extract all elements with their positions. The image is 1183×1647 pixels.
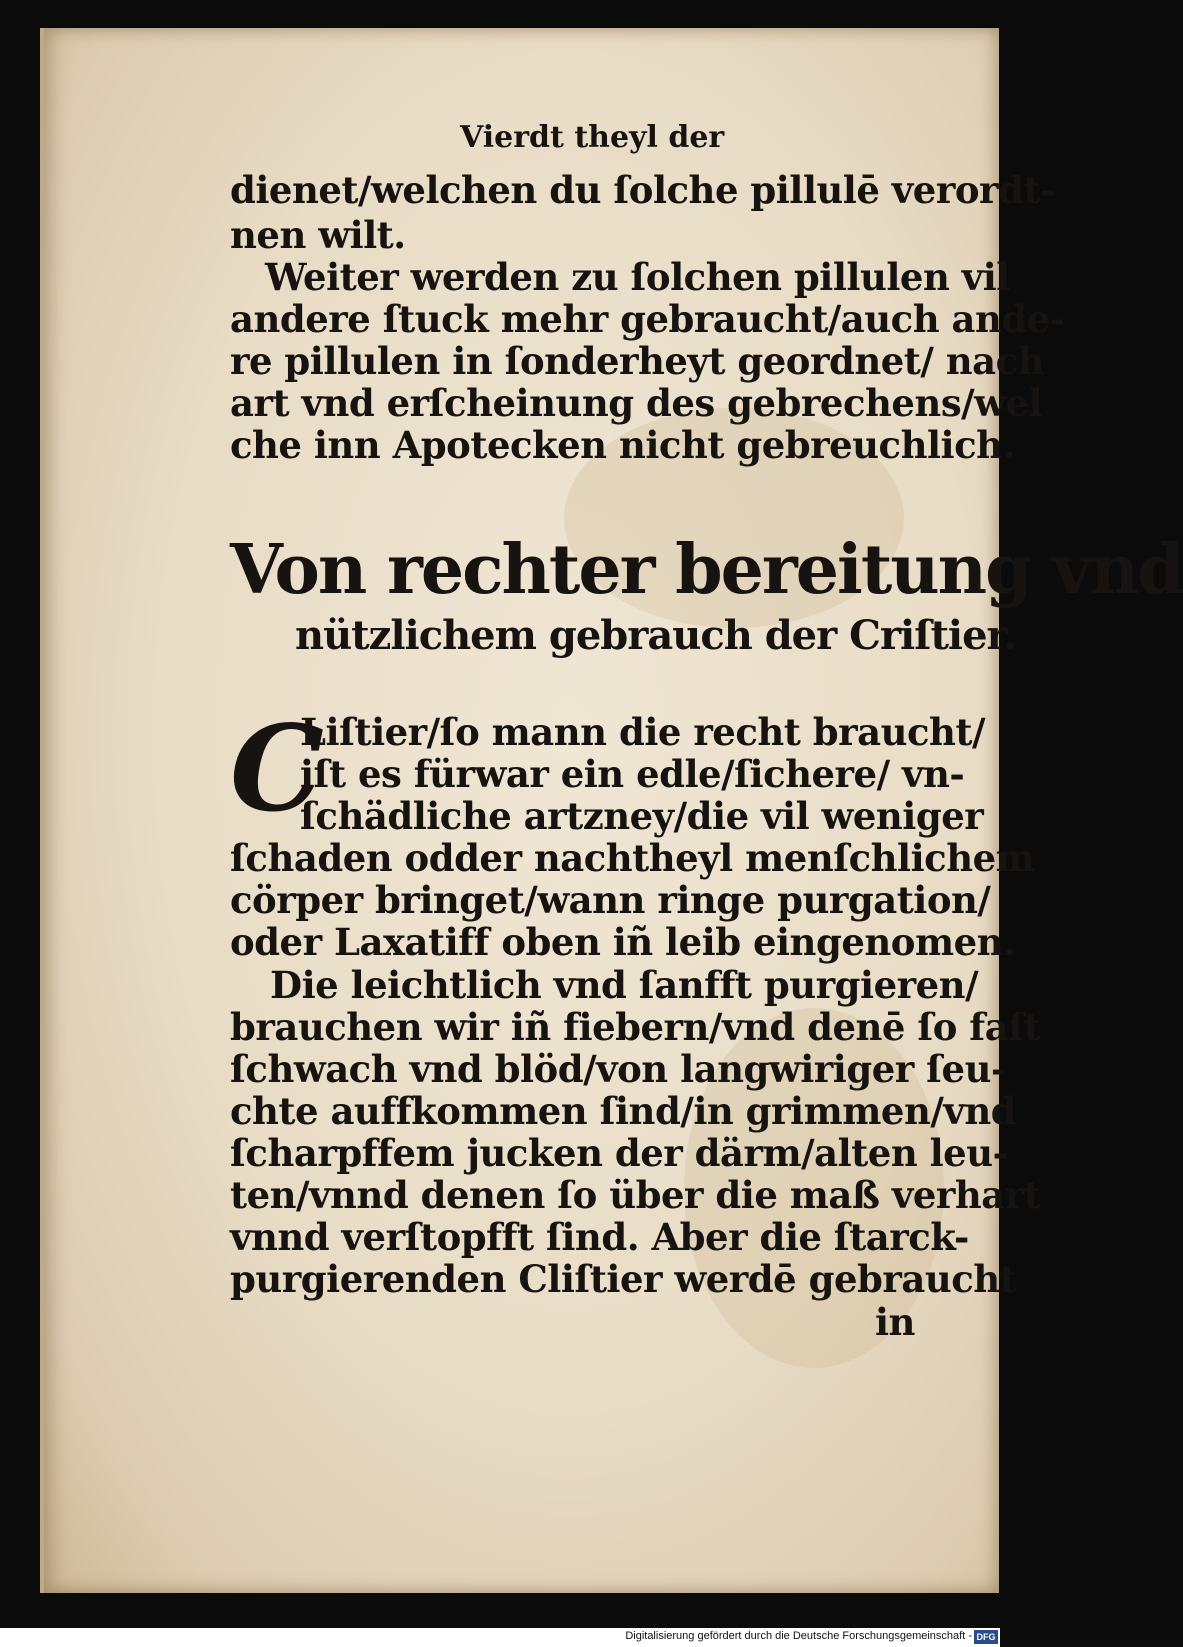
text-line: dienet/welchen du ſolche pillulē verordt- — [230, 168, 1055, 212]
text-line: purgierenden Cliſtier werdē gebraucht — [230, 1257, 1017, 1301]
text-line: oder Laxatiff oben iñ leib eingenomen. — [230, 920, 1016, 964]
text-line: iſt es fürwar ein edle/ſichere/ vn- — [300, 752, 965, 796]
text-line: ſcharpffem jucken der därm/alten leu- — [230, 1131, 1008, 1175]
text-line: ſchwach vnd blöd/von langwiriger ſeu- — [230, 1047, 1006, 1091]
text-line: che inn Apotecken nicht gebreuchlich. — [230, 423, 1015, 467]
text-line: vnnd verſtopfft ſind. Aber die ſtarck- — [230, 1215, 969, 1259]
running-head: Vierdt theyl der — [460, 120, 725, 155]
text-line: art vnd erſcheinung des gebrechens/wel — [230, 381, 1043, 425]
text-line: ſchaden odder nachtheyl menſchlichem — [230, 836, 1035, 880]
text-line: Weiter werden zu ſolchen pillulen vil — [265, 255, 1010, 299]
text-line: re pillulen in ſonderheyt geordnet/ nach — [230, 339, 1045, 383]
text-line: chte auffkommen ſind/in grimmen/vnd — [230, 1089, 1017, 1133]
text-line: andere ſtuck mehr gebraucht/auch ande- — [230, 297, 1065, 341]
dfg-logo: DFG — [974, 1630, 998, 1644]
text-line: Liſtier/ſo mann die recht braucht/ — [300, 710, 986, 754]
footer-credit: Digitalisierung gefördert durch die Deutsche Forschungsgemeinschaft - — [625, 1630, 972, 1642]
drop-cap-initial: C — [230, 699, 324, 838]
text-line: nen wilt. — [230, 213, 406, 257]
text-line: cörper bringet/wann ringe purgation/ — [230, 878, 991, 922]
text-line: ten/vnnd denen ſo über die maß verhart — [230, 1173, 1041, 1217]
text-line: brauchen wir iñ fiebern/vnd denē ſo faſt — [230, 1005, 1041, 1049]
section-heading-line-1: Von rechter bereitung vnd — [230, 530, 1183, 610]
text-line: ſchädliche artzney/die vil weniger — [300, 794, 984, 838]
digitization-footer — [0, 1628, 1000, 1647]
catchword: in — [875, 1300, 915, 1344]
text-line: Die leichtlich vnd ſanfft purgieren/ — [270, 963, 979, 1007]
section-heading-line-2: nützlichem gebrauch der Criſtier. — [295, 612, 1016, 659]
